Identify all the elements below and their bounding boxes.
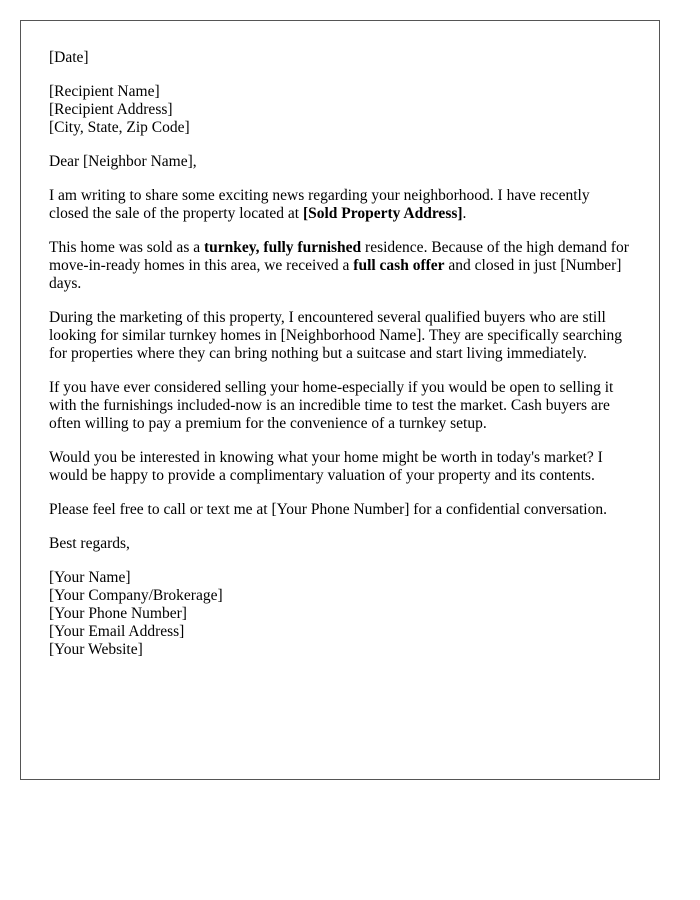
closing: Best regards, bbox=[49, 535, 130, 552]
paragraph-turnkey bbox=[49, 239, 631, 293]
sold-property-address: [Sold Property Address] bbox=[302, 205, 463, 222]
signature-company: [Your Company/Brokerage] bbox=[49, 587, 223, 604]
salutation: Dear [Neighbor Name], bbox=[49, 153, 197, 170]
date: [Date] bbox=[49, 49, 89, 66]
p2-bold-cash-offer: full cash offer bbox=[353, 257, 445, 274]
p1-text: I am writing to share some exciting news regarding your neighborhood. I have recently closed the sale of the property located at bbox=[49, 187, 590, 222]
recipient-address: [Recipient Address] bbox=[49, 101, 173, 118]
signature-block bbox=[49, 569, 631, 659]
paragraph-buyers: During the marketing of this property, I encountered several qualified buyers who are still looking for similar turnkey homes in [Neighborhood Name]. They are specifically searching for properties where they can bring nothing but a suitcase and start living immediately. bbox=[49, 309, 623, 362]
recipient-name: [Recipient Name] bbox=[49, 83, 160, 100]
signature-website: [Your Website] bbox=[49, 641, 143, 658]
paragraph-contact: Please feel free to call or text me at [Your Phone Number] for a confidential conversation. bbox=[49, 501, 607, 518]
paragraph-sale-news bbox=[49, 187, 631, 223]
recipient-city: [City, State, Zip Code] bbox=[49, 119, 190, 136]
p2-text-1: This home was sold as a bbox=[49, 239, 204, 256]
letter-page bbox=[20, 20, 660, 780]
p2-bold-turnkey: turnkey, fully furnished bbox=[203, 239, 362, 256]
paragraph-valuation: Would you be interested in knowing what your home might be worth in today's market? I would be happy to provide a complimentary valuation of your property and its contents. bbox=[49, 449, 603, 484]
recipient-block bbox=[49, 83, 631, 137]
paragraph-selling: If you have ever considered selling your home-especially if you would be open to selling it with the furnishings included-now is an incredible time to test the market. Cash buyers are often willing to pay a premium for the convenience of a turnkey setup. bbox=[49, 379, 614, 432]
date-line bbox=[49, 49, 631, 67]
p2-text-3: and closed in just [Number] days. bbox=[49, 257, 622, 292]
signature-name: [Your Name] bbox=[49, 569, 131, 586]
signature-phone: [Your Phone Number] bbox=[49, 605, 187, 622]
p1-end: . bbox=[462, 205, 467, 222]
signature-email: [Your Email Address] bbox=[49, 623, 185, 640]
p2-text-2: residence. Because of the high demand for move-in-ready homes in this area, we received a bbox=[49, 239, 629, 274]
